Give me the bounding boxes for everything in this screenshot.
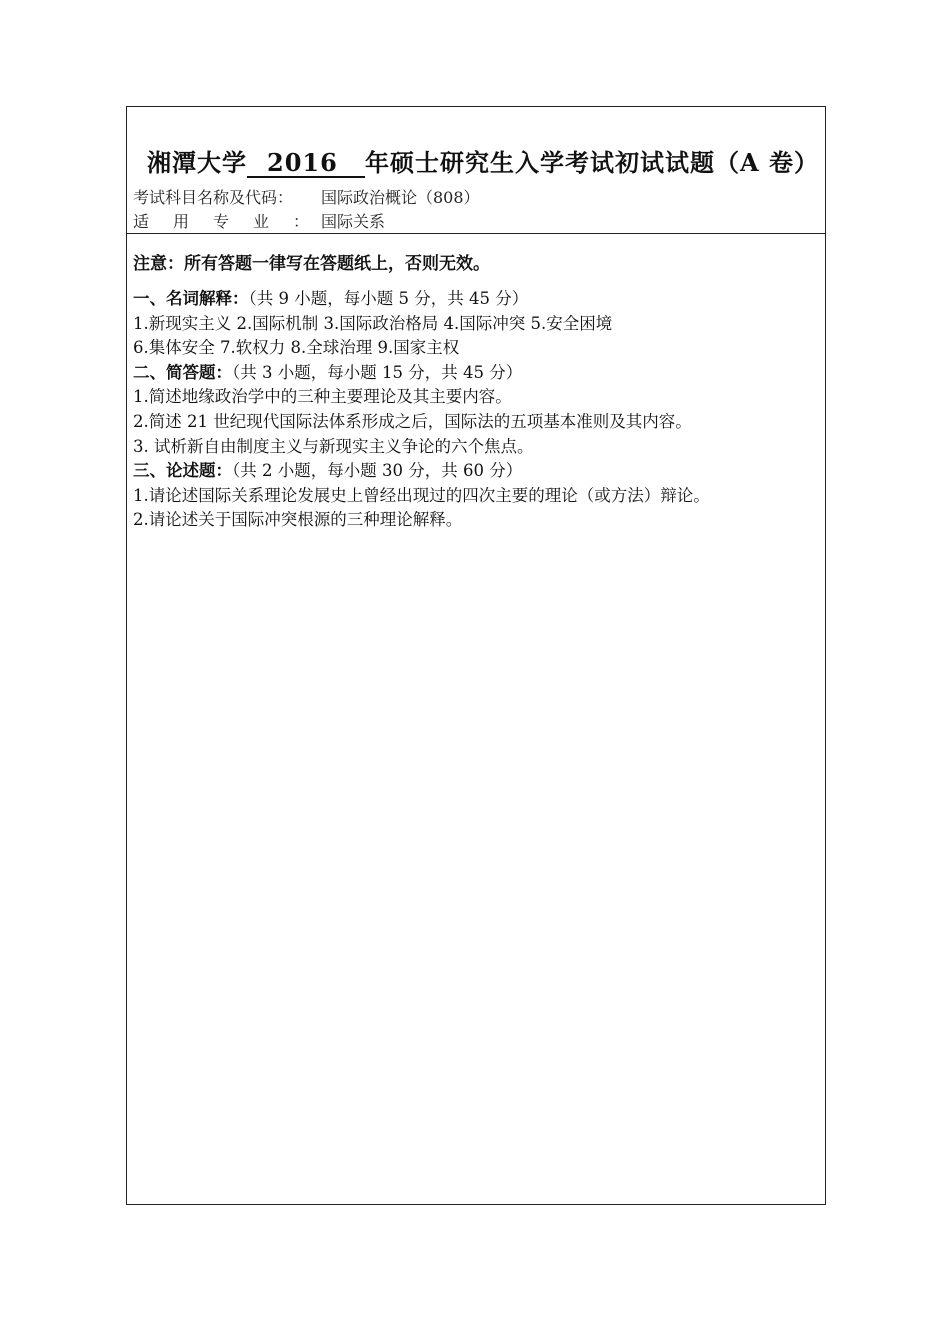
question-line: 1.请论述国际关系理论发展史上曾经出现过的四次主要的理论（或方法）辩论。 bbox=[133, 485, 710, 505]
question-line: 6.集体安全 7.软权力 8.全球治理 9.国家主权 bbox=[133, 338, 460, 358]
section-heading: 三、论述题：（共 2 小题，每小题 30 分，共 60 分） bbox=[133, 461, 523, 481]
question-line: 3. 试析新自由制度主义与新现实主义争论的六个焦点。 bbox=[133, 436, 534, 456]
subject-row bbox=[133, 185, 480, 208]
question-line: 1.新现实主义 2.国际机制 3.国际政治格局 4.国际冲突 5.安全困境 bbox=[133, 313, 613, 333]
major-value: 国际关系 bbox=[321, 212, 386, 231]
question-line: 2.请论述关于国际冲突根源的三种理论解释。 bbox=[133, 510, 463, 530]
question-line: 1.简述地缘政治学中的三种主要理论及其主要内容。 bbox=[133, 387, 512, 407]
title-rest: 年硕士研究生入学考试初试试题（A 卷） bbox=[365, 148, 819, 177]
major-row bbox=[133, 209, 385, 232]
subject-value: 国际政治概论（808） bbox=[321, 188, 480, 207]
questions bbox=[133, 287, 710, 533]
question-line: 2.简述 21 世纪现代国际法体系形成之后，国际法的五项基本准则及其内容。 bbox=[133, 411, 692, 431]
answer-notice: 注意：所有答题一律写在答题纸上，否则无效。 bbox=[133, 254, 490, 274]
section-heading: 一、名词解释：（共 9 小题，每小题 5 分，共 45 分） bbox=[133, 289, 529, 308]
exam-title bbox=[147, 143, 819, 178]
header-divider bbox=[127, 233, 825, 234]
subject-label: 考试科目名称及代码： bbox=[133, 188, 294, 207]
exam-year: 2016 bbox=[247, 150, 365, 178]
major-label: 适用专业： bbox=[133, 212, 334, 231]
school-name: 湘潭大学 bbox=[147, 148, 247, 177]
section-heading: 二、简答题：（共 3 小题，每小题 15 分，共 45 分） bbox=[133, 362, 523, 382]
exam-frame bbox=[126, 106, 826, 1205]
